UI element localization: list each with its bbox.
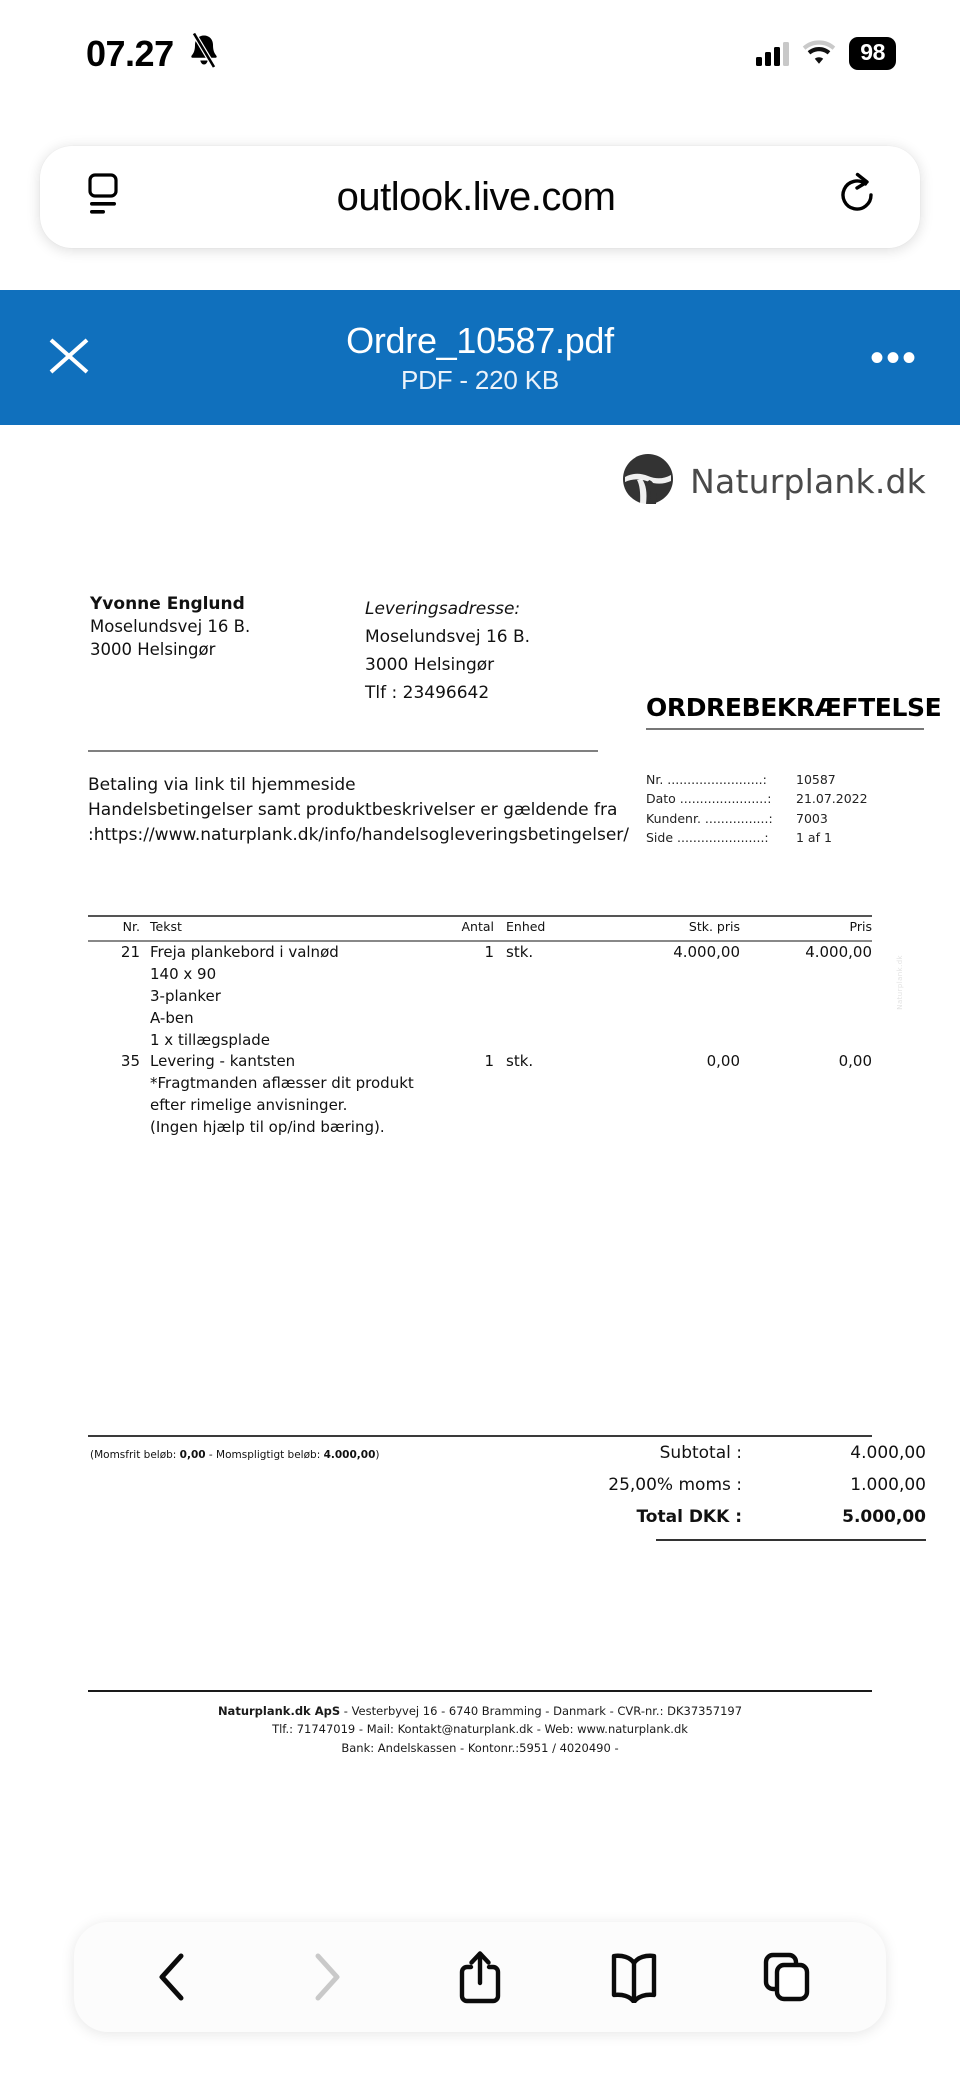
cell-detail: *Fragtmanden aflæsser dit produkt [150, 1074, 414, 1093]
footer-line-1 [0, 1702, 960, 1720]
meta-value: 7003 [796, 810, 828, 826]
table-row [88, 942, 872, 964]
attachment-header-bar [0, 290, 960, 425]
cell-stk-pris: 4.000,00 [673, 943, 740, 961]
cell-tekst: Levering - kantsten [150, 1052, 296, 1071]
shipping-address-block [365, 595, 665, 707]
page-side-watermark: Naturplank.dk [896, 955, 904, 1010]
document-title-block [646, 693, 942, 730]
reload-icon[interactable] [836, 171, 878, 224]
naturplank-logo-icon [622, 453, 674, 509]
header-divider [88, 750, 598, 752]
table-row-detail [88, 1073, 872, 1095]
table-row-detail [88, 1117, 872, 1139]
meta-row [646, 789, 926, 808]
cell-detail: efter rimelige anvisninger. [150, 1096, 348, 1115]
customer-street: Moselundsvej 16 B. [90, 617, 251, 637]
cell-detail: (Ingen hjælp til op/ind bæring). [150, 1118, 385, 1137]
totals-row-grand-total [506, 1507, 926, 1527]
meta-value: 10587 [796, 772, 836, 787]
shipping-street: Moselundsvej 16 B. [365, 627, 531, 648]
table-header-row [88, 917, 872, 938]
totals-value: 5.000,00 [842, 1507, 926, 1527]
attachment-title-group [0, 319, 960, 396]
share-icon[interactable] [432, 1929, 528, 2025]
cell-antal: 1 [484, 943, 494, 961]
column-header-antal: Antal [461, 919, 494, 934]
table-row-detail [88, 964, 872, 986]
meta-key: Nr. ........................: [646, 772, 767, 787]
status-bar-clock: 07.27 [86, 33, 174, 74]
column-header-stk-pris: Stk. pris [688, 919, 740, 934]
column-header-pris: Pris [849, 919, 872, 934]
column-header-enhed: Enhed [506, 919, 546, 934]
cell-detail: 1 x tillægsplade [150, 1030, 271, 1049]
status-bar [0, 0, 960, 104]
vat-free-amount: 0,00 [179, 1449, 206, 1461]
table-row-detail [88, 986, 872, 1008]
footer-company-name: Naturplank.dk ApS [217, 1704, 341, 1718]
wifi-icon [802, 39, 836, 69]
cell-antal: 1 [484, 1052, 494, 1071]
document-title-underline [646, 728, 924, 730]
cell-detail: 3-planker [150, 986, 221, 1005]
totals-block [506, 1443, 926, 1541]
close-icon[interactable] [40, 326, 98, 389]
back-chevron-icon[interactable] [125, 1929, 221, 2025]
cellular-signal-icon [756, 42, 789, 66]
totals-label: Subtotal : [659, 1443, 742, 1463]
payment-note-line-2: Handelsbetingelser samt produktbeskrivelser er gældende fra [88, 799, 618, 820]
meta-row [646, 809, 926, 828]
attachment-filename: Ordre_10587.pdf [346, 319, 614, 361]
battery-indicator: 98 [849, 37, 896, 69]
meta-value: 21.07.2022 [796, 791, 868, 807]
totals-label: Total DKK : [636, 1507, 742, 1527]
table-row-detail [88, 1095, 872, 1117]
document-footer [0, 1702, 960, 1757]
shipping-address-label: Leveringsadresse: [365, 599, 521, 619]
totals-row-subtotal [506, 1443, 926, 1463]
vat-taxable-amount: 4.000,00 [323, 1449, 376, 1461]
cell-stk-pris: 0,00 [706, 1052, 740, 1071]
payment-note-block [88, 773, 628, 848]
pdf-document [0, 425, 960, 1870]
vat-note-middle: - Momspligtigt beløb: [205, 1449, 324, 1461]
table-row-detail [88, 1030, 872, 1052]
totals-bottom-rule [656, 1539, 926, 1541]
shipping-phone: Tlf : 23496642 [365, 683, 490, 704]
footer-line-3: Bank: Andelskassen - Kontonr.:5951 / 4020490 - [341, 1740, 619, 1755]
url-text[interactable]: outlook.live.com [336, 174, 616, 219]
meta-row [646, 770, 926, 789]
customer-city: 3000 Helsingør [90, 639, 216, 659]
totals-row-vat [506, 1475, 926, 1495]
cell-nr: 35 [120, 1052, 140, 1071]
meta-key: Dato ......................: [646, 791, 772, 807]
totals-label: 25,00% moms : [608, 1475, 742, 1495]
meta-key: Kundenr. ................: [646, 810, 773, 826]
page-title: ORDREBEKRÆFTELSE [646, 693, 942, 722]
tabs-icon[interactable] [739, 1929, 835, 2025]
address-bar[interactable] [40, 146, 920, 248]
footer-divider [88, 1690, 872, 1692]
cell-detail: A-ben [150, 1008, 194, 1027]
payment-note-line-3: :https://www.naturplank.dk/info/handelsogleveringsbetingelser/ [88, 824, 630, 845]
vat-note-prefix: (Momsfrit beløb: [90, 1449, 180, 1461]
totals-value: 1.000,00 [850, 1475, 926, 1495]
customer-address-block [90, 593, 370, 661]
shipping-city: 3000 Helsingør [365, 655, 495, 676]
column-header-tekst: Tekst [150, 919, 182, 934]
cell-enhed: stk. [506, 1052, 534, 1071]
footer-company-details: - Vesterbyvej 16 - 6740 Bramming - Danmark - CVR-nr.: DK37357197 [340, 1704, 743, 1718]
payment-note-line-1: Betaling via link til hjemmeside [88, 775, 356, 795]
browser-bottom-toolbar [0, 1870, 960, 2081]
column-header-nr: Nr. [122, 919, 140, 934]
toolbar-pill [74, 1922, 886, 2032]
cell-nr: 21 [120, 943, 140, 961]
status-bar-left [86, 31, 221, 74]
order-meta-block [646, 770, 926, 848]
line-items-table [88, 915, 872, 1139]
more-options-icon[interactable]: ••• [869, 335, 918, 380]
customer-name: Yvonne Englund [90, 594, 245, 614]
cell-tekst: Freja plankebord i valnød [150, 943, 339, 961]
cell-pris: 0,00 [838, 1052, 872, 1071]
totals-value: 4.000,00 [850, 1443, 926, 1463]
table-row [88, 1051, 872, 1073]
totals-top-rule [88, 1435, 872, 1437]
vat-note-suffix: ) [375, 1449, 380, 1461]
footer-line-2: Tlf.: 71747019 - Mail: Kontakt@naturplank.dk - Web: www.naturplank.dk [272, 1722, 688, 1737]
company-logo-text: Naturplank.dk [690, 461, 926, 501]
attachment-filemeta: PDF - 220 KB [401, 365, 559, 396]
cell-pris: 4.000,00 [805, 943, 872, 961]
forward-chevron-icon [278, 1929, 374, 2025]
cell-detail: 140 x 90 [150, 964, 217, 983]
table-row-detail [88, 1008, 872, 1030]
meta-row [646, 828, 926, 847]
meta-key: Side ......................: [646, 830, 769, 846]
cell-enhed: stk. [506, 943, 534, 961]
bookmarks-icon[interactable] [586, 1929, 682, 2025]
vat-note [90, 1449, 380, 1461]
bell-slash-icon [187, 31, 221, 74]
browser-chrome [0, 104, 960, 290]
company-logo [622, 453, 926, 509]
status-bar-right [756, 34, 896, 69]
meta-value: 1 af 1 [796, 830, 832, 846]
